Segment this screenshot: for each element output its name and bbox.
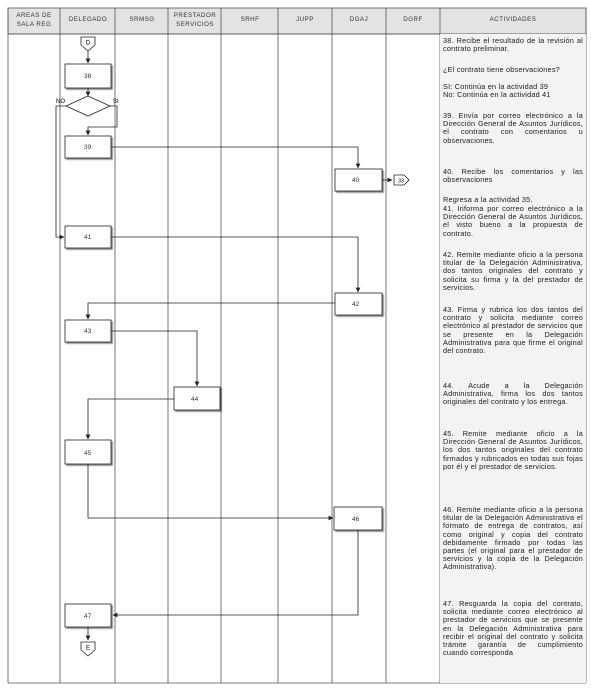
- step-45-box: [65, 440, 111, 464]
- svg-text:33: 33: [397, 178, 405, 185]
- step-39-box: [65, 136, 111, 158]
- activity-40: 40. Recibe los comentarios y las observaciones: [443, 167, 583, 185]
- header-srmsg: SRMSG: [129, 16, 155, 23]
- header-dgaj: DGAJ: [349, 16, 369, 23]
- svg-text:44: 44: [191, 396, 199, 403]
- header-jupp: JUPP: [296, 16, 314, 23]
- header-areas-line2: SALA REG: [16, 21, 52, 28]
- svg-text:46: 46: [352, 516, 360, 523]
- activity-return: Regresa a la actividad 35.: [443, 195, 533, 204]
- step-46-box: [334, 507, 382, 530]
- activity-branch: SI: Continúa en la actividad 39 No: Continúa en la actividad 41: [443, 82, 551, 100]
- header-prestador-line2: SERVICIOS: [175, 21, 215, 28]
- activity-43: 43. Firma y rubrica los dos tantos del contrato y solicita mediante correo electrónico al prestador de servicios que se presente en la Delegación Administrativa para que firme el original del contrato.: [443, 305, 583, 356]
- decision-yes-label: SI: [113, 99, 119, 105]
- header-prestador-line1: PRESTADOR: [173, 12, 217, 19]
- activity-42: 42. Remite mediante oficio a la persona titular de la Delegación Administrativa, dos tantos originales del contrato y solicita su firma y la del prestador de servicios.: [443, 250, 583, 292]
- svg-text:41: 41: [84, 234, 92, 241]
- return-connector: [394, 175, 409, 185]
- activity-38: 38. Recibe el resultado de la revisión al contrato preliminar.: [443, 36, 583, 54]
- step-43-box: [65, 320, 111, 342]
- svg-text:40: 40: [352, 177, 360, 184]
- svg-text:43: 43: [84, 328, 92, 335]
- activity-45: 45. Remite mediante oficio a la Dirección General de Asuntos Jurídicos, los dos tantos originales del contrato firmados y rubricados en todas sus fojas por él y el prestador de servicios.: [443, 429, 583, 471]
- header-dgrf: DGRF: [403, 16, 423, 23]
- svg-text:47: 47: [84, 613, 92, 620]
- step-42-box: [335, 293, 382, 315]
- activity-46: 46. Remite mediante oficio a la persona titular de la Delegación Administrativa el formato de entrega de contratos, así como original y copia del contrato debidamente firmado por todas las partes (el original para el prestador de servicios y la copia de la Delegación Administrativa).: [443, 505, 583, 572]
- svg-text:38: 38: [84, 73, 92, 80]
- svg-text:42: 42: [352, 301, 360, 308]
- step-38-box: [65, 64, 111, 88]
- step-41-box: [65, 226, 111, 248]
- activity-39: 39. Envía por correo electrónico a la Dirección General de Asuntos Jurídicos, el contrato con comentarios u observaciones.: [443, 111, 583, 145]
- header-srhf: SRHF: [240, 16, 260, 23]
- activity-44: 44. Acude a la Delegación Administrativa, firma los dos tantos originales del contrato y los entrega.: [443, 381, 583, 407]
- decision-no-label: NO: [56, 99, 65, 105]
- header-areas-line1: AREAS DE: [16, 12, 52, 19]
- svg-text:39: 39: [84, 144, 92, 151]
- header-delegado: DELEGADO: [68, 16, 108, 23]
- start-connector: [81, 37, 95, 51]
- header-actividades: ACTIVIDADES: [489, 16, 537, 23]
- step-47-box: [65, 604, 111, 627]
- activities-panel: [441, 36, 586, 681]
- step-44-box: [174, 387, 220, 410]
- svg-text:E: E: [85, 645, 91, 652]
- decision-diamond: [66, 96, 110, 116]
- activity-47: 47. Resguarda la copia del contrato, solicita mediante correo electrónico al prestador de servicios que se presente en la Delegación Administrativa para recibir el original del contrato y solicita trámite garantía de cumplimiento cuando corresponda: [443, 599, 583, 658]
- activity-question: ¿El contrato tiene observaciones?: [443, 65, 560, 74]
- end-connector: [81, 642, 95, 656]
- step-40-box: [335, 169, 382, 191]
- activity-41: 41. Informa por correo electrónico a la Dirección General de Asuntos Jurídicos, el visto bueno a la propuesta de contrato.: [443, 204, 583, 238]
- svg-text:45: 45: [84, 450, 92, 457]
- svg-text:D: D: [85, 40, 91, 47]
